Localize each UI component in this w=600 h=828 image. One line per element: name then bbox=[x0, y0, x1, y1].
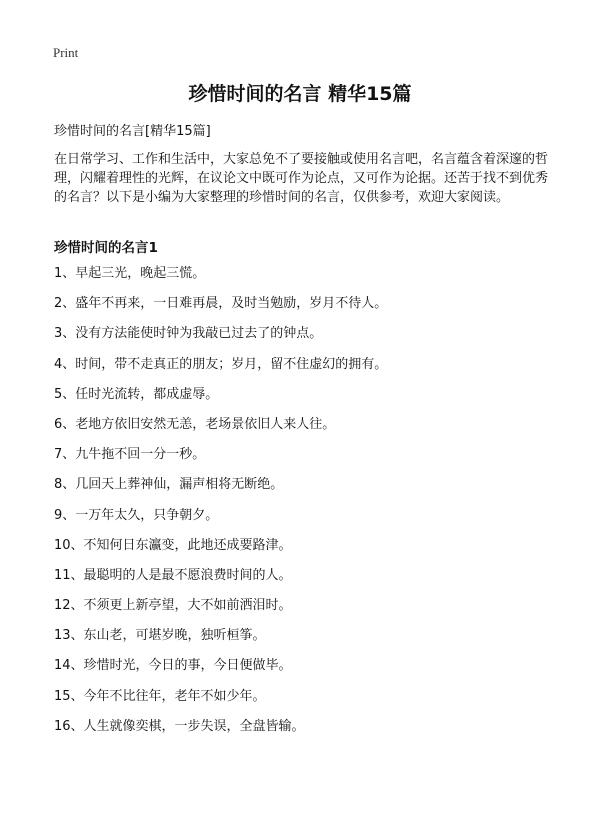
quote-item: 10、不知何日东瀛变，此地还成要路津。 bbox=[54, 537, 292, 553]
quote-item: 15、今年不比往年，老年不如少年。 bbox=[54, 688, 266, 704]
intro-paragraph: 在日常学习、工作和生活中，大家总免不了要接触或使用名言吧，名言蕴含着深邃的哲理，闪耀着理性的光辉，在议论文中既可作为论点，又可作为论据。还苦于找不到优秀的名言？以下是小编为大家整理的珍惜时间的名言，仅供参考，欢迎大家阅读。 bbox=[54, 152, 549, 205]
page-title: 珍惜时间的名言 精华15篇 bbox=[188, 83, 412, 105]
document-subtitle: 珍惜时间的名言[精华15篇] bbox=[54, 124, 211, 139]
print-link[interactable]: Print bbox=[53, 45, 79, 60]
quote-item: 6、老地方依旧安然无恙，老场景依旧人来人往。 bbox=[54, 416, 336, 432]
section-heading: 珍惜时间的名言1 bbox=[54, 240, 158, 256]
quote-item: 5、任时光流转，都成虚辱。 bbox=[54, 386, 219, 402]
quote-item: 7、九牛拖不回一分一秒。 bbox=[54, 447, 206, 463]
quote-item: 12、不须更上新亭望，大不如前洒泪时。 bbox=[54, 598, 292, 614]
quote-item: 14、珍惜时光，今日的事，今日便做毕。 bbox=[54, 658, 292, 674]
quote-item: 1、早起三光，晚起三慌。 bbox=[54, 266, 206, 281]
quote-item: 16、人生就像奕棋，一步失误，全盘皆输。 bbox=[54, 718, 305, 734]
quote-item: 2、盛年不再来，一日难再晨，及时当勉励，岁月不待人。 bbox=[54, 296, 388, 312]
quote-item: 4、时间，带不走真正的朋友；岁月，留不住虚幻的拥有。 bbox=[54, 356, 388, 372]
quote-item: 13、东山老，可堪岁晚，独听桓筝。 bbox=[54, 628, 266, 644]
quote-item: 11、最聪明的人是最不愿浪费时间的人。 bbox=[54, 567, 292, 583]
quote-item: 3、没有方法能使时钟为我敲已过去了的钟点。 bbox=[54, 326, 323, 342]
quote-list bbox=[54, 264, 574, 747]
quote-item: 9、一万年太久，只争朝夕。 bbox=[54, 507, 219, 523]
quote-item: 8、几回天上葬神仙，漏声相将无断绝。 bbox=[54, 477, 284, 493]
